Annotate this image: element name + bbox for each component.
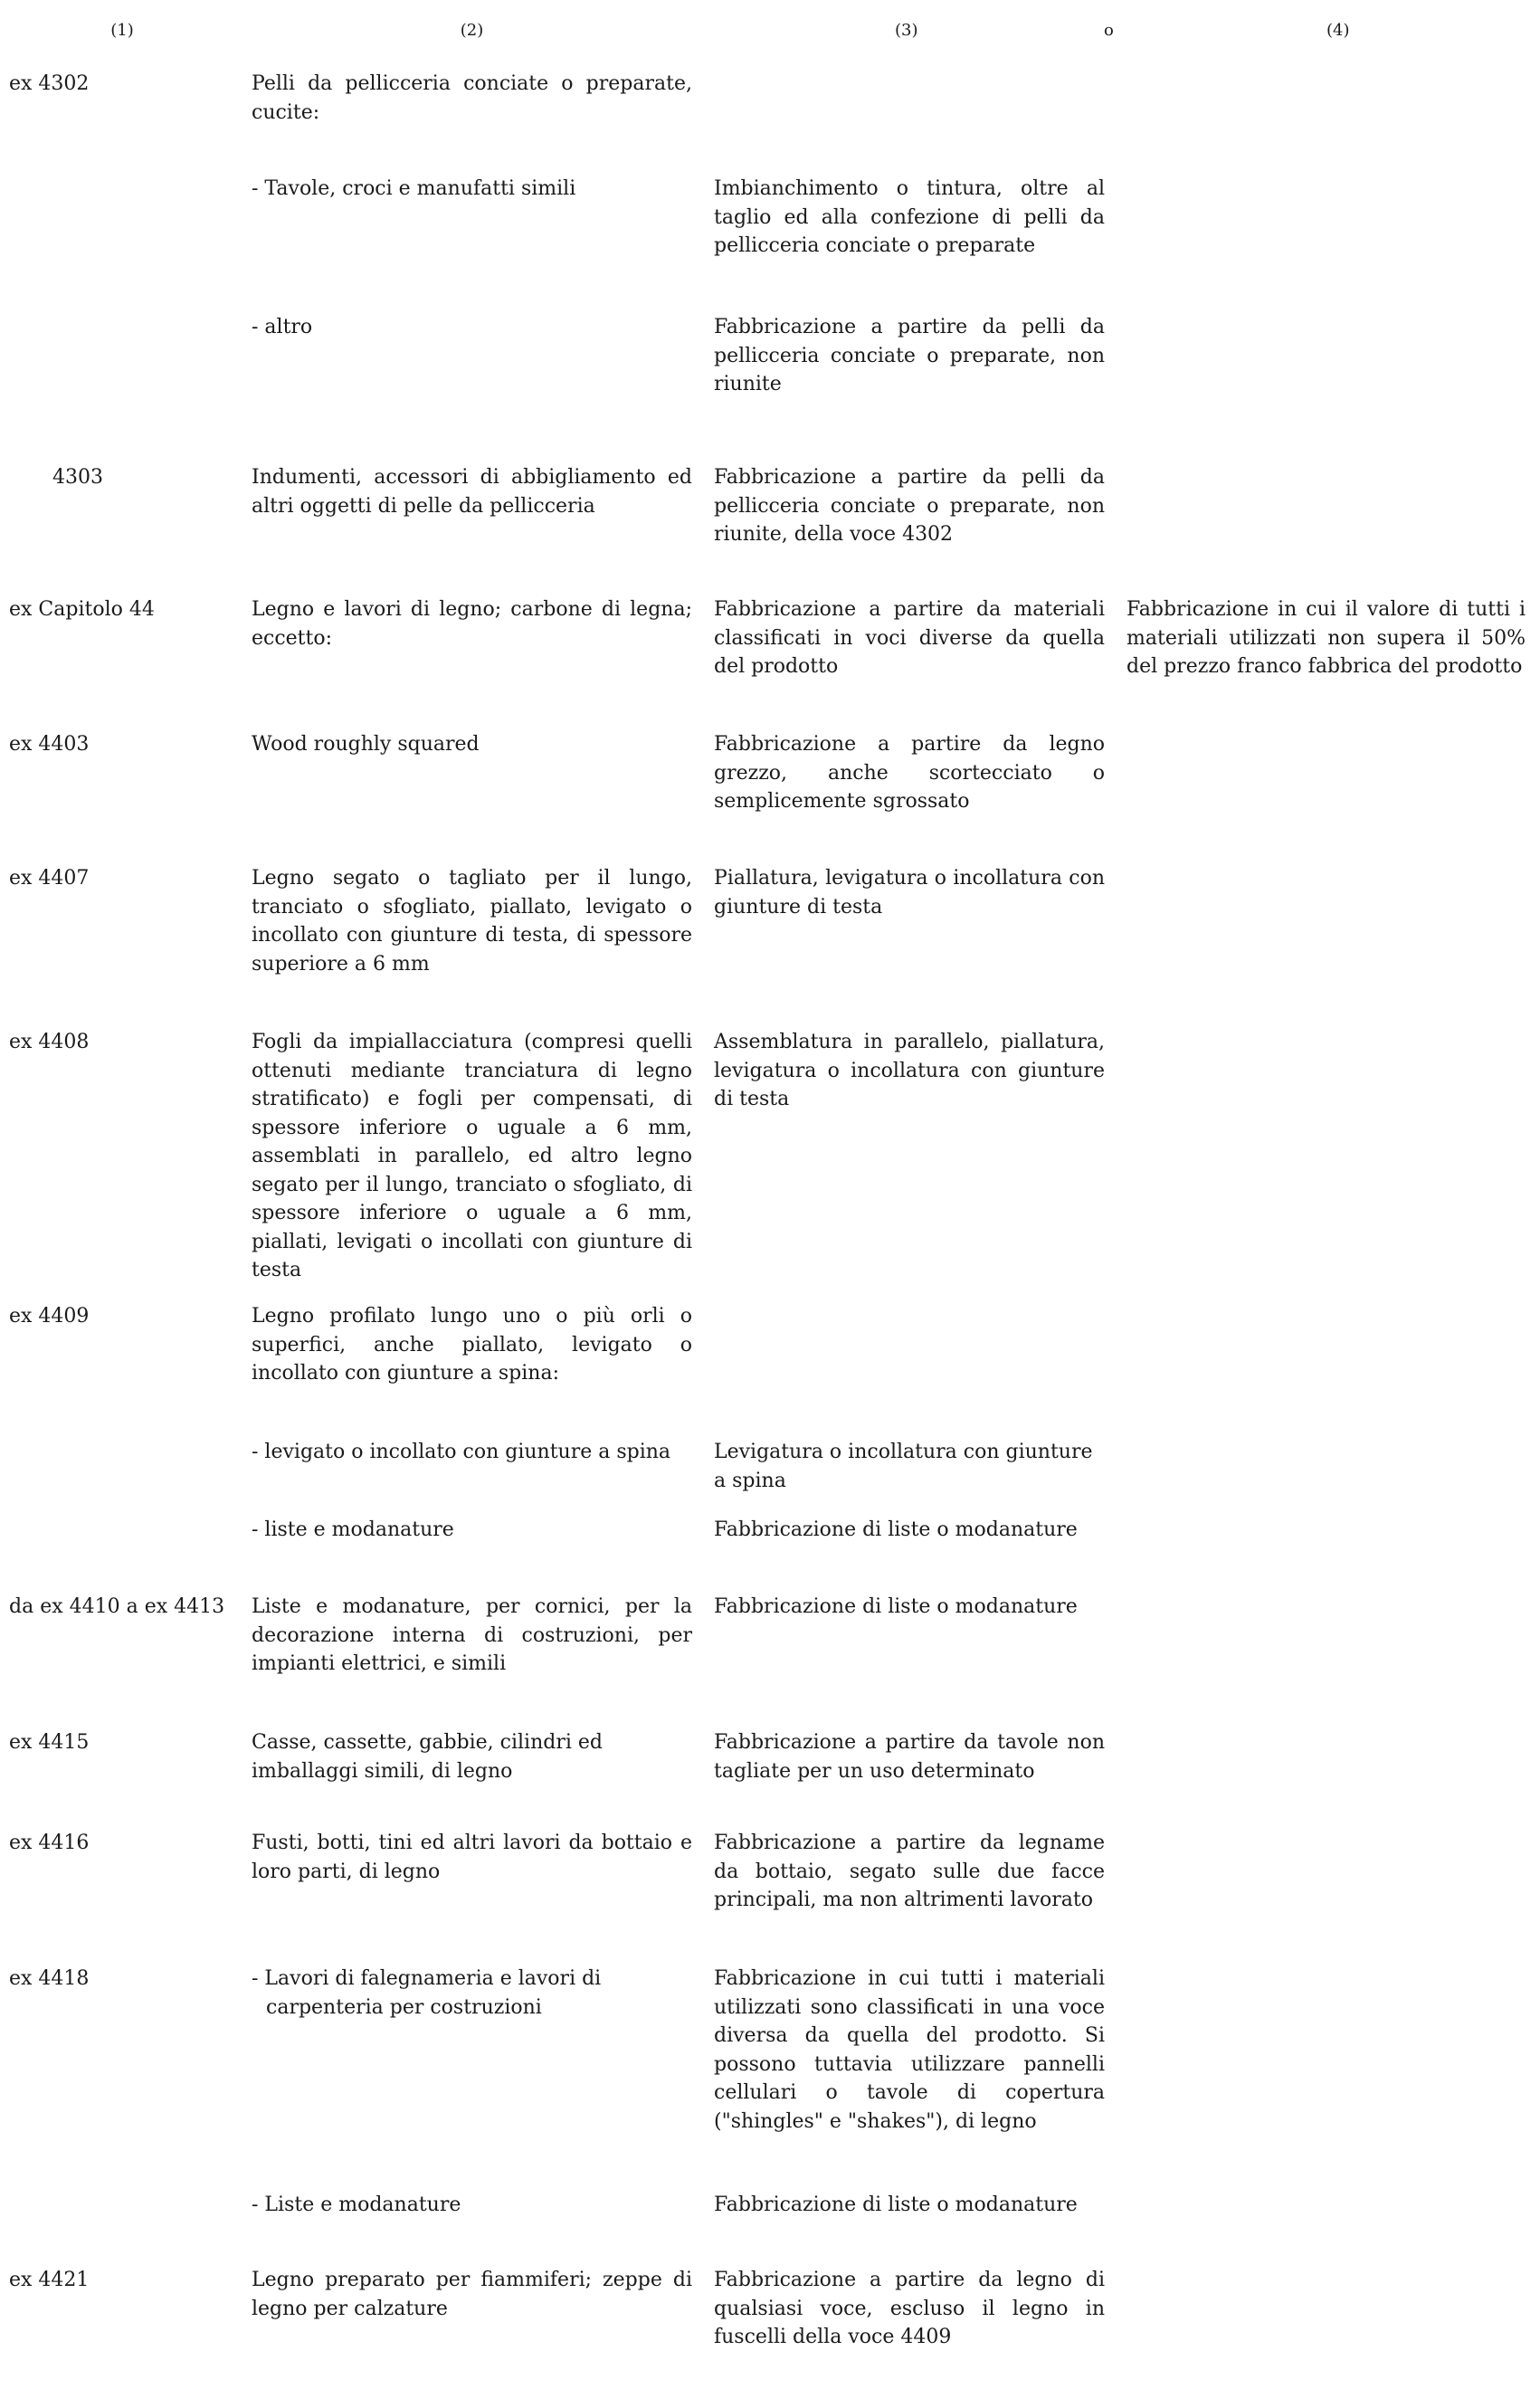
rule-col3: Imbianchimento o tintura, oltre al taglio ed alla confezione di pelli da pellicceria conciate o preparate	[714, 177, 1105, 257]
rule-col3: Piallatura, levigatura o incollatura con giunture di testa	[714, 867, 1105, 918]
heading-code: da ex 4410 a ex 4413	[9, 1595, 225, 1618]
product-description: Fusti, botti, tini ed altri lavori da bottaio e loro parti, di legno	[252, 1832, 692, 1883]
heading-code: ex 4421	[9, 2269, 90, 2291]
rule-col4	[1116, 447, 1526, 579]
product-description: Casse, cassette, gabbie, cilindri ed imballaggi simili, di legno	[252, 1731, 603, 1783]
table-row	[9, 1948, 1526, 2175]
rule-col3: Fabbricazione a partire da tavole non tagliate per un uso determinato	[714, 1731, 1105, 1783]
table-row	[9, 1712, 1526, 1813]
heading-code: ex 4407	[9, 867, 90, 890]
heading-code: ex 4302	[9, 72, 90, 95]
table-header-row	[9, 7, 1526, 53]
heading-code: ex 4409	[9, 1305, 90, 1328]
rule-col4	[1116, 297, 1526, 447]
rule-col3: Fabbricazione a partire da materiali classificati in voci diverse da quella del prodotto	[714, 598, 1105, 678]
product-description	[241, 1948, 703, 2175]
rule-col4	[1116, 1286, 1526, 1422]
rule-col4	[1116, 848, 1526, 1012]
header-col3: (3)	[895, 21, 918, 40]
heading-code: ex 4416	[9, 1832, 90, 1854]
table-row	[9, 1012, 1526, 1286]
table-row	[9, 53, 1526, 158]
rule-col3: Fabbricazione di liste o modanature	[714, 2194, 1078, 2216]
rule-col4	[1116, 1012, 1526, 1286]
rule-col4	[1116, 158, 1526, 297]
table-row	[9, 2250, 1526, 2389]
rule-col3: Fabbricazione in cui tutti i materiali utilizzati sono classificati in una voce diversa da quella del prodotto. Si possono tuttavia utilizzare pannelli cellulari o tavole di copertura ("shingles" e "shakes"), di legno	[714, 1967, 1105, 2133]
table-row	[9, 1286, 1526, 1422]
rule-col4	[1116, 714, 1526, 848]
header-col1: (1)	[110, 21, 134, 40]
rule-col4	[1116, 1576, 1526, 1712]
product-description: Fogli da impiallacciatura (compresi quelli ottenuti mediante tranciatura di legno stratificato) e fogli per compensati, di spessore inferiore o uguale a 6 mm, assemblati in parallelo, ed altro legno segato per il lungo, tranciato o sfogliato, di spessore inferiore o uguale a 6 mm, piallati, levigati o incollati con giunture di testa	[252, 1031, 692, 1281]
rule-col4: Fabbricazione in cui il valore di tutti i materiali utilizzati non supera il 50% del prezzo franco fabbrica del prodotto	[1126, 598, 1526, 678]
rule-col3: Fabbricazione a partire da legname da bottaio, segato sulle due facce principali, ma non altrimenti lavorato	[714, 1832, 1105, 1911]
header-col2: (2)	[460, 21, 484, 40]
rule-col3: Assemblatura in parallelo, piallatura, levigatura o incollatura con giunture di testa	[714, 1031, 1105, 1110]
rule-col3: Fabbricazione a partire da pelli da pellicceria conciate o preparate, non riunite	[714, 316, 1105, 395]
rule-col4	[1116, 2175, 1526, 2250]
header-col3-4	[703, 7, 1526, 53]
rule-col4	[1116, 1813, 1526, 1948]
rule-col4	[1116, 1499, 1526, 1576]
rule-col4	[1116, 2250, 1526, 2389]
header-col4: (4)	[1326, 21, 1350, 40]
table-row	[9, 848, 1526, 1012]
product-description: Indumenti, accessori di abbigliamento ed altri oggetti di pelle da pellicceria	[252, 466, 692, 518]
product-description: - Liste e modanature	[252, 2194, 461, 2216]
rule-col4	[1116, 53, 1526, 158]
table-row	[9, 447, 1526, 579]
product-description: Legno e lavori di legno; carbone di legna; eccetto:	[252, 598, 692, 650]
table-row	[9, 1813, 1526, 1948]
heading-code: ex 4415	[9, 1731, 90, 1754]
rule-col3: Fabbricazione a partire da legno di qualsiasi voce, escluso il legno in fuscelli della voce 4409	[714, 2269, 1105, 2348]
rule-col3: Fabbricazione a partire da legno grezzo, anche scortecciato o semplicemente sgrossato	[714, 733, 1105, 813]
rule-col3: Fabbricazione di liste o modanature	[714, 1595, 1078, 1618]
rule-col3	[703, 1286, 1116, 1422]
product-description: - liste e modanature	[252, 1518, 454, 1541]
origin-rules-table	[9, 7, 1526, 2389]
table-row	[9, 1576, 1526, 1712]
table-row	[9, 579, 1526, 714]
product-description: Wood roughly squared	[252, 733, 480, 756]
rule-col4	[1116, 1422, 1526, 1499]
product-description: Legno segato o tagliato per il lungo, tranciato o sfogliato, piallato, levigato o incollato con giunture di testa, di spessore superiore a 6 mm	[252, 867, 692, 976]
heading-code: 4303	[52, 466, 103, 489]
product-description-text: - Lavori di falegnameria e lavori di carpenteria per costruzioni	[252, 1967, 602, 2019]
product-description: - Tavole, croci e manufatti simili	[252, 177, 576, 200]
product-description: - levigato o incollato con giunture a spina	[252, 1441, 671, 1463]
rule-col3: Fabbricazione di liste o modanature	[714, 1518, 1078, 1541]
product-description: - altro	[252, 316, 313, 338]
heading-code: ex 4403	[9, 733, 90, 756]
product-description: Liste e modanature, per cornici, per la decorazione interna di costruzioni, per impianti elettrici, e simili	[252, 1595, 692, 1675]
table-row	[9, 714, 1526, 848]
rule-col3: Levigatura o incollatura con giunture a spina	[714, 1441, 1093, 1492]
rule-col4	[1116, 1712, 1526, 1813]
heading-code: ex 4418	[9, 1967, 90, 1990]
header-or: o	[1104, 21, 1114, 40]
rule-col3: Fabbricazione a partire da pelli da pellicceria conciate o preparate, non riunite, della voce 4302	[714, 466, 1105, 546]
rule-col4	[1116, 1948, 1526, 2175]
product-description: Legno profilato lungo uno o più orli o superfici, anche piallato, levigato o incollato con giunture a spina:	[252, 1305, 692, 1385]
heading-code: ex 4408	[9, 1031, 90, 1053]
product-description: Pelli da pellicceria conciate o preparate, cucite:	[252, 72, 692, 124]
rule-col3	[703, 53, 1116, 158]
product-description: Legno preparato per fiammiferi; zeppe di legno per calzature	[252, 2269, 692, 2320]
heading-code: ex Capitolo 44	[9, 598, 155, 621]
